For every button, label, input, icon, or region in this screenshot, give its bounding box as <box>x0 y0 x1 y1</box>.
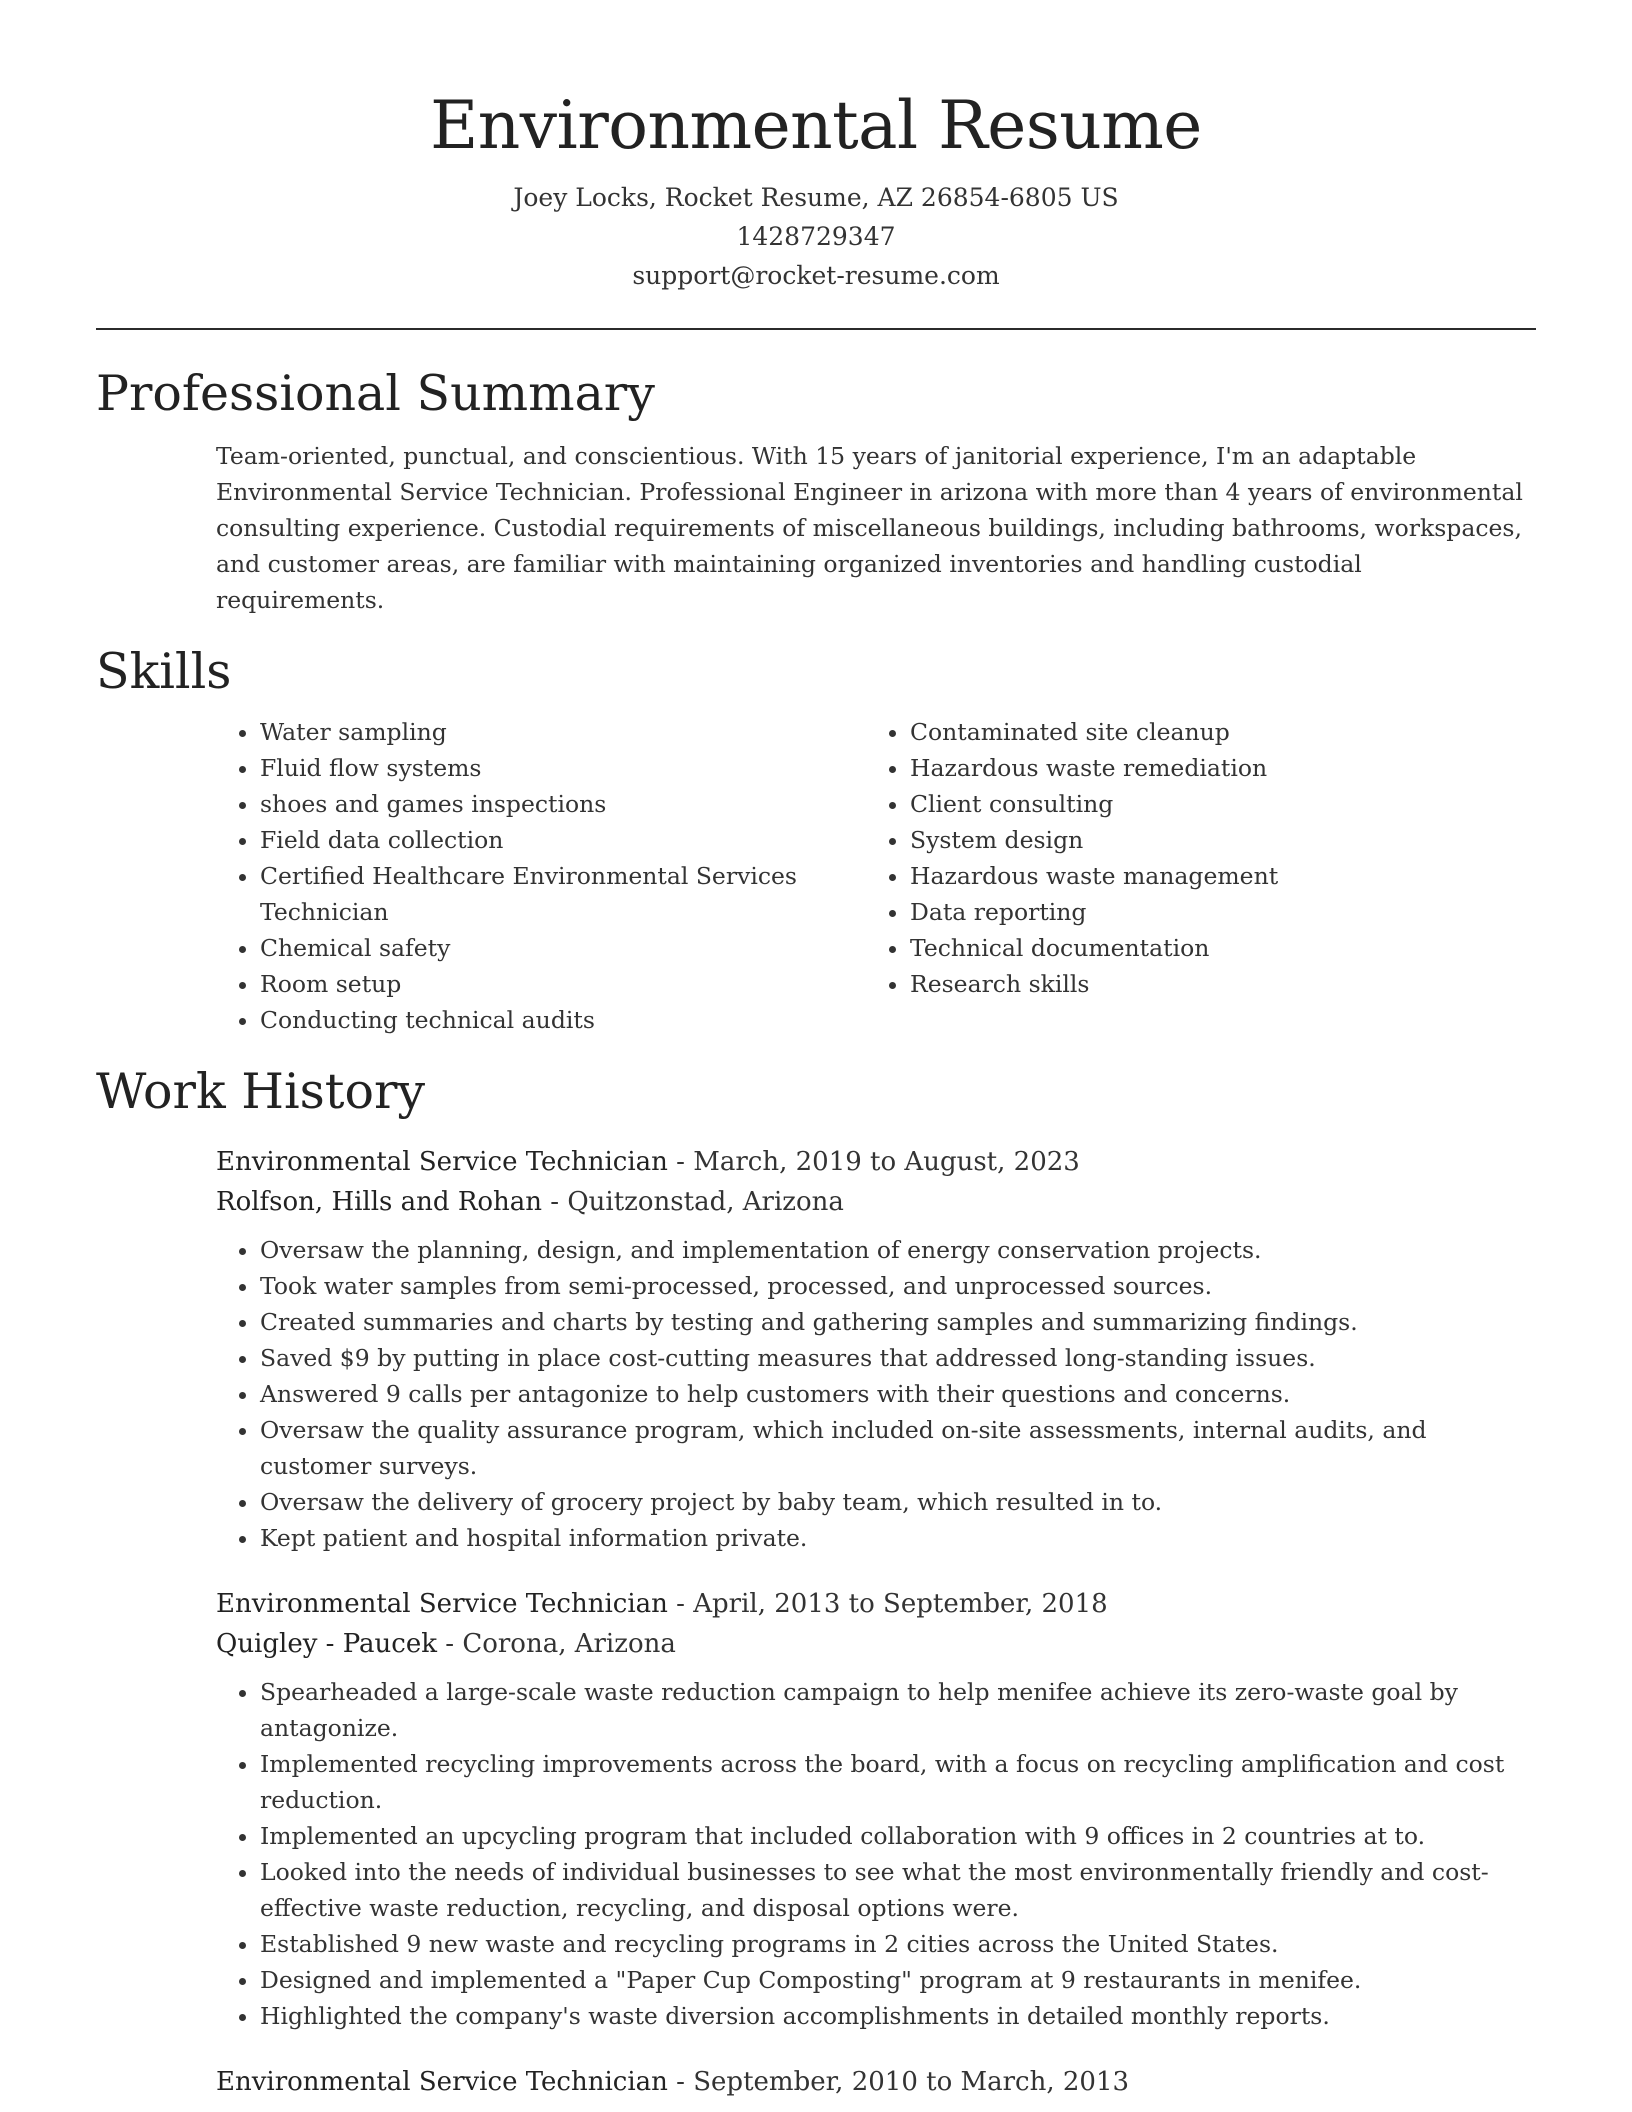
job-bullet: • Oversaw the delivery of grocery project by baby team, which resulted in to. <box>260 1484 1536 1520</box>
job-company-line <box>216 1182 1536 1222</box>
job-bullet: • Answered 9 calls per antagonize to help customers with their questions and concerns. <box>260 1376 1536 1412</box>
skill-item: • Certified Healthcare Environmental Services Technician <box>260 858 820 930</box>
contact-phone: 1428729347 <box>736 222 896 251</box>
skills-column-left <box>216 714 866 1038</box>
resume-page <box>96 0 1536 2102</box>
summary-section <box>96 364 1536 618</box>
job-bullet: • Kept patient and hospital information private. <box>260 1520 1536 1556</box>
job-company-line <box>216 1624 1536 1664</box>
job-location: - Corona, Arizona <box>437 1629 676 1659</box>
job-bullet: • Implemented an upcycling program that included collaboration with 9 offices in 2 countries at to. <box>260 1818 1536 1854</box>
job-dates: - March, 2019 to August, 2023 <box>667 1147 1080 1177</box>
job-bullet: • Saved $9 by putting in place cost-cutting measures that addressed long-standing issues. <box>260 1340 1536 1376</box>
job-title: Environmental Service Technician <box>216 2067 668 2097</box>
skill-item: • Research skills <box>910 966 1470 1002</box>
skill-item: • Technical documentation <box>910 930 1470 966</box>
document-title: Environmental Resume <box>430 87 1202 164</box>
job-title: Environmental Service Technician <box>216 1589 668 1619</box>
skills-heading: Skills <box>96 643 232 700</box>
contact-block <box>96 178 1536 295</box>
job-bullet: • Established 9 new waste and recycling programs in 2 cities across the United States. <box>260 1926 1536 1962</box>
summary-text: Team-oriented, punctual, and conscientious. With 15 years of janitorial experience, I'm an adaptable Environmental Service Technician. Professional Engineer in arizona with more than 4 years of environmental consulting experience. Custodial requirements of miscellaneous buildings, including bathrooms, workspaces, and customer areas, are familiar with maintaining organized inventories and handling custodial requirements. <box>216 442 1523 614</box>
contact-address: Joey Locks, Rocket Resume, AZ 26854-6805 US <box>513 183 1119 212</box>
work-history-section <box>96 1062 1536 2102</box>
skill-item: • shoes and games inspections <box>260 786 820 822</box>
job-company: Quigley - Paucek <box>216 1629 437 1659</box>
job-company: Rolfson, Hills and Rohan <box>216 1187 543 1217</box>
skill-item: • Contaminated site cleanup <box>910 714 1470 750</box>
job-bullets <box>216 1232 1536 1556</box>
skill-item: • Client consulting <box>910 786 1470 822</box>
skills-section <box>96 642 1536 1038</box>
contact-email: support@rocket-resume.com <box>632 261 1000 290</box>
skill-item: • Water sampling <box>260 714 820 750</box>
job-bullet: • Implemented recycling improvements across the board, with a focus on recycling amplification and cost reduction. <box>260 1746 1536 1818</box>
job-bullet: • Oversaw the planning, design, and implementation of energy conservation projects. <box>260 1232 1536 1268</box>
job-title-line <box>216 1584 1536 1624</box>
job-bullet: • Looked into the needs of individual businesses to see what the most environmentally friendly and cost-effective waste reduction, recycling, and disposal options were. <box>260 1854 1536 1926</box>
job-bullet: • Oversaw the quality assurance program, which included on-site assessments, internal audits, and customer surveys. <box>260 1412 1536 1484</box>
job-dates: - September, 2010 to March, 2013 <box>667 2067 1130 2097</box>
job-title: Environmental Service Technician <box>216 1147 668 1177</box>
summary-heading: Professional Summary <box>96 365 655 422</box>
skills-columns <box>216 714 1536 1038</box>
job-title-line <box>216 1142 1536 1182</box>
skill-item: • Conducting technical audits <box>260 1002 820 1038</box>
header-divider <box>96 328 1536 330</box>
job-entry <box>216 2062 1536 2102</box>
job-dates: - April, 2013 to September, 2018 <box>667 1589 1108 1619</box>
skill-item: • Chemical safety <box>260 930 820 966</box>
job-bullet: • Designed and implemented a "Paper Cup Composting" program at 9 restaurants in menifee. <box>260 1962 1536 1998</box>
skill-item: • Hazardous waste management <box>910 858 1470 894</box>
work-history-heading: Work History <box>96 1063 426 1120</box>
job-entry <box>216 1142 1536 1556</box>
skill-item: • Data reporting <box>910 894 1470 930</box>
skill-item: • Hazardous waste remediation <box>910 750 1470 786</box>
job-bullet: • Spearheaded a large-scale waste reduction campaign to help menifee achieve its zero-waste goal by antagonize. <box>260 1674 1536 1746</box>
job-entry <box>216 1584 1536 2034</box>
skill-item: • Field data collection <box>260 822 820 858</box>
job-location: - Quitzonstad, Arizona <box>542 1187 844 1217</box>
job-bullet: • Created summaries and charts by testing and gathering samples and summarizing findings. <box>260 1304 1536 1340</box>
skills-column-right <box>866 714 1516 1038</box>
job-title-line <box>216 2062 1536 2102</box>
skill-item: • System design <box>910 822 1470 858</box>
resume-header <box>96 0 1536 295</box>
job-bullet: • Took water samples from semi-processed, processed, and unprocessed sources. <box>260 1268 1536 1304</box>
job-bullet: • Highlighted the company's waste diversion accomplishments in detailed monthly reports. <box>260 1998 1536 2034</box>
skill-item: • Fluid flow systems <box>260 750 820 786</box>
job-bullets <box>216 1674 1536 2034</box>
skill-item: • Room setup <box>260 966 820 1002</box>
